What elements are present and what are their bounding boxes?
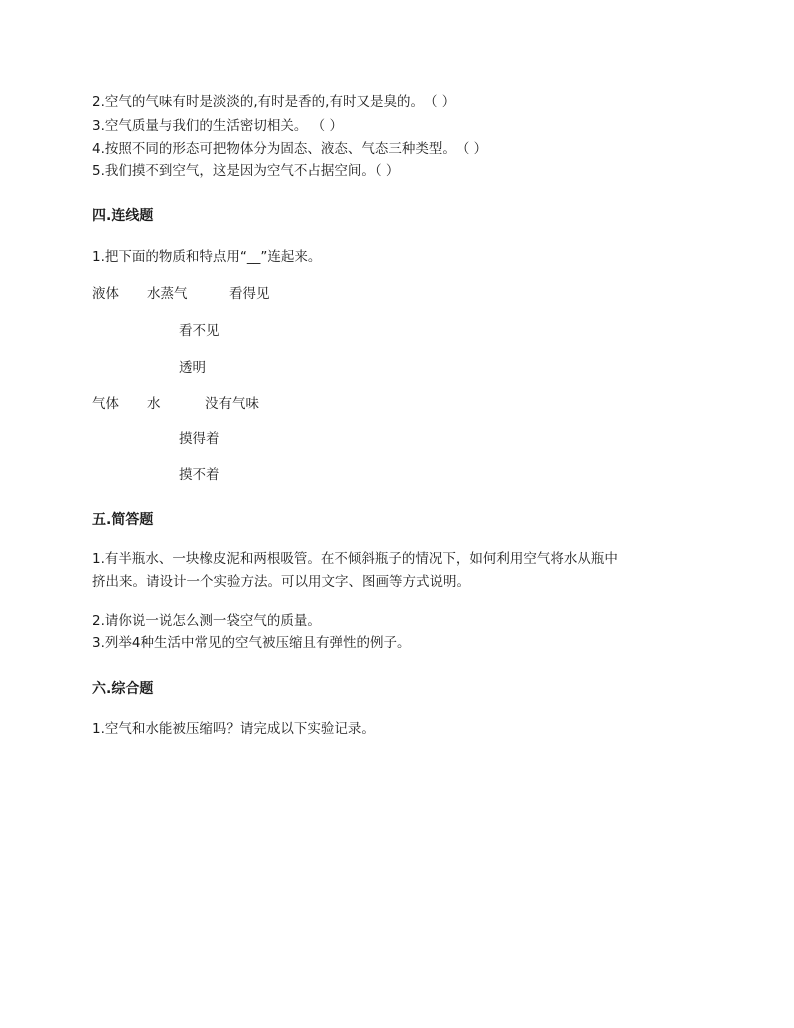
trait-touchable: 摸得着 [179, 431, 220, 447]
section-heading-short-answer: 五.简答题 [92, 512, 154, 528]
comprehensive-q1: 1.空气和水能被压缩吗？请完成以下实验记录。 [92, 721, 375, 737]
short-answer-q3: 3.列举4种生活中常见的空气被压缩且有弹性的例子。 [92, 635, 411, 651]
state-liquid: 液体 [92, 286, 119, 302]
short-answer-q2: 2.请你说一说怎么测一袋空气的质量。 [92, 613, 321, 629]
judgement-item-2: 2.空气的气味有时是淡淡的,有时是香的,有时又是臭的。 （ ） [92, 94, 456, 110]
short-answer-q1-line1: 1.有半瓶水、一块橡皮泥和两根吸管。在不倾斜瓶子的情况下，如何利用空气将水从瓶中 [92, 551, 618, 567]
trait-odorless: 没有气味 [205, 396, 259, 412]
matching-question: 1.把下面的物质和特点用“__”连起来。 [92, 249, 322, 265]
trait-invisible: 看不见 [179, 323, 220, 339]
trait-visible: 看得见 [229, 286, 270, 302]
judgement-item-5: 5.我们摸不到空气，这是因为空气不占据空间。（ ） [92, 163, 400, 179]
state-gas: 气体 [92, 396, 119, 412]
section-heading-matching: 四.连线题 [92, 208, 154, 224]
trait-untouchable: 摸不着 [179, 467, 220, 483]
short-answer-q1-line2: 挤出来。请设计一个实验方法。可以用文字、图画等方式说明。 [92, 574, 470, 590]
trait-transparent: 透明 [179, 360, 206, 376]
substance-water: 水 [147, 396, 161, 412]
judgement-item-3: 3.空气质量与我们的生活密切相关。 （ ） [92, 118, 343, 134]
section-heading-comprehensive: 六.综合题 [92, 681, 154, 697]
judgement-item-4: 4.按照不同的形态可把物体分为固态、液态、气态三种类型。 （ ） [92, 141, 488, 157]
substance-steam: 水蒸气 [147, 286, 188, 302]
